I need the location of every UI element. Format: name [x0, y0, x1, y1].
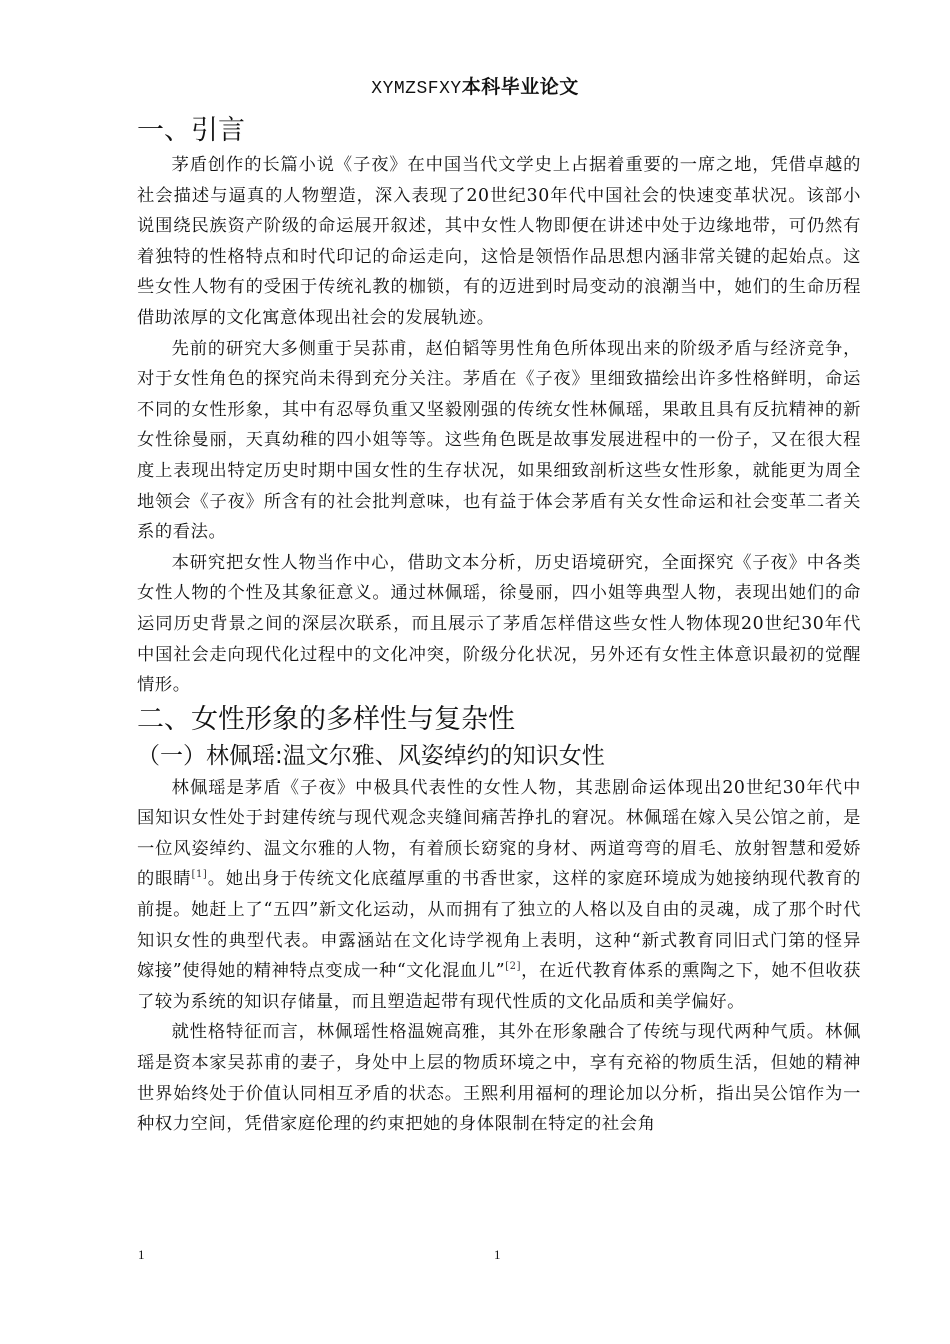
- citation-1[interactable]: [1]: [191, 869, 208, 881]
- page-number-center: 1: [494, 1247, 501, 1262]
- paragraph: 先前的研究大多侧重于吴荪甫，赵伯韬等男性角色所体现出来的阶级矛盾与经济竞争，对于女性角色的探究尚未得到充分关注。茅盾在《子夜》里细致描绘出许多性格鲜明，命运不同的女性形象，其中有忍辱负重又坚毅刚强的传统女性林佩瑶，果敢且具有反抗精神的新女性徐曼丽，天真幼稚的四小姐等等。这些角色既是故事发展进程中的一份子，又在很大程度上表现出特定历史时期中国女性的生存状况，如果细致剖析这些女性形象，就能更为周全地领会《子夜》所含有的社会批判意味，也有益于体会茅盾有关女性命运和社会变革二者关系的看法。: [137, 338, 861, 543]
- paragraph-text: ，在近代教育体系的熏陶之下，她不但收获了较为系统的知识存储量，而且塑造起带有现代性质的文化品质和美学偏好。: [137, 961, 861, 1012]
- page-header: [0, 72, 950, 99]
- subsection-title-lin-peiyao: （一）林佩瑶:温文尔雅、风姿绰约的知识女性: [137, 742, 605, 769]
- paragraph: 本研究把女性人物当作中心，借助文本分析，历史语境研究，全面探究《子夜》中各类女性人物的个性及其象征意义。通过林佩瑶，徐曼丽，四小姐等典型人物，表现出她们的命运同历史背景之间的深层次联系，而且展示了茅盾怎样借这些女性人物体现20世纪30年代中国社会走向现代化过程中的文化冲突，阶级分化状况，另外还有女性主体意识最初的觉醒情形。: [137, 552, 861, 696]
- header-latin: XYMZSFXY: [371, 79, 462, 99]
- section-title-diversity: 二、女性形象的多样性与复杂性: [137, 703, 515, 735]
- paragraph-text: 林佩瑶是茅盾《子夜》中极具代表性的女性人物，其悲剧命运体现出20世纪30年代中国知识女性处于封建传统与现代观念夹缝间痛苦挣扎的窘况。林佩瑶在嫁入吴公馆之前，是一位风姿绰约、温文尔雅的人物，有着颀长窈窕的身材、两道弯弯的眉毛、放射智慧和爱娇的眼睛: [137, 777, 861, 890]
- section-title-intro: 一、引言: [137, 115, 245, 146]
- page-number-left: 1: [138, 1247, 145, 1262]
- paragraph-text: 。她出身于传统文化底蕴厚重的书香世家，这样的家庭环境成为她接纳现代教育的前提。她赶上了“五四”新文化运动，从而拥有了独立的人格以及自由的灵魂，成了那个时代知识女性的典型代表。申露涵站在文化诗学视角上表明，这种“新式教育同旧式门第的怪异嫁接”使得她的精神特点变成一种“文化混血儿”: [137, 869, 861, 982]
- citation-2[interactable]: [2]: [505, 961, 522, 973]
- header-title: 本科毕业论文: [461, 76, 579, 98]
- main-content: [137, 112, 861, 1140]
- paragraph: [137, 773, 861, 1018]
- paragraph: 就性格特征而言，林佩瑶性格温婉高雅，其外在形象融合了传统与现代两种气质。林佩瑶是资本家吴荪甫的妻子，身处中上层的物质环境之中，享有充裕的物质生活，但她的精神世界始终处于价值认同相互矛盾的状态。王熙利用福柯的理论加以分析，指出吴公馆作为一种权力空间，凭借家庭伦理的约束把她的身体限制在特定的社会角: [137, 1022, 861, 1135]
- paragraph: 茅盾创作的长篇小说《子夜》在中国当代文学史上占据着重要的一席之地，凭借卓越的社会描述与逼真的人物塑造，深入表现了20世纪30年代中国社会的快速变革状况。该部小说围绕民族资产阶级的命运展开叙述，其中女性人物即便在讲述中处于边缘地带，可仍然有着独特的性格特点和时代印记的命运走向，这恰是领悟作品思想内涵非常关键的起始点。这些女性人物有的受困于传统礼教的枷锁，有的迈进到时局变动的浪潮当中，她们的生命历程借助浓厚的文化寓意体现出社会的发展轨迹。: [137, 155, 861, 328]
